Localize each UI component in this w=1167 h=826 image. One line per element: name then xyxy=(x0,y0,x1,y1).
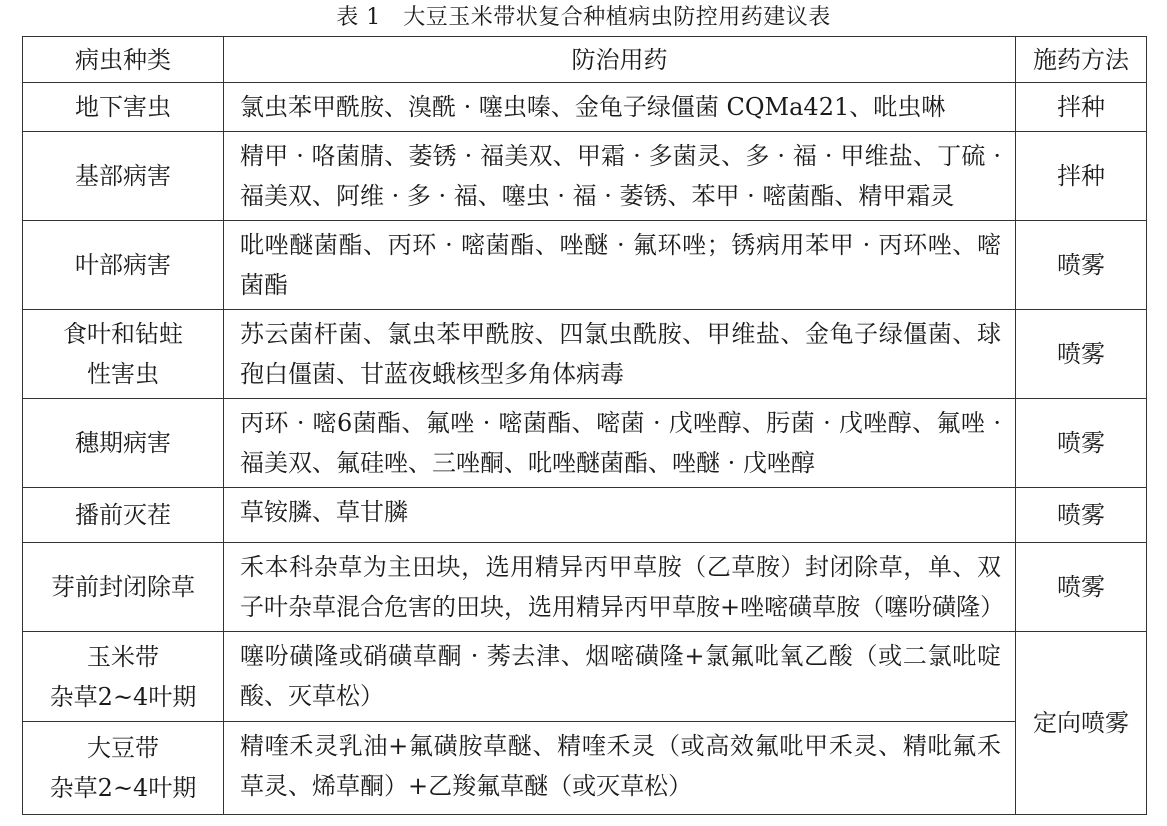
row-method-merged: 定向喷雾 xyxy=(1016,632,1147,815)
row-category: 叶部病害 xyxy=(23,221,224,310)
row-pesticides: 噻吩磺隆或硝磺草酮 · 莠去津、烟嘧磺隆+氯氟吡氧乙酸（或二氯吡啶酸、灭草松） xyxy=(224,632,1016,722)
row-category: 地下害虫 xyxy=(23,83,224,132)
table-row xyxy=(23,543,1147,632)
row-pesticides: 吡唑醚菌酯、丙环 · 嘧菌酯、唑醚 · 氟环唑；锈病用苯甲 · 丙环唑、嘧菌酯 xyxy=(224,221,1016,310)
row-category-line2: 杂草2~4叶期 xyxy=(49,682,197,711)
header-pesticides: 防治用药 xyxy=(224,37,1016,83)
row-category: 食叶和钻蛀性害虫 xyxy=(23,310,224,399)
header-method: 施药方法 xyxy=(1016,37,1147,83)
table-row xyxy=(23,399,1147,488)
table-row xyxy=(23,488,1147,543)
table-row xyxy=(23,221,1147,310)
table-row xyxy=(23,632,1147,722)
row-category: 芽前封闭除草 xyxy=(23,543,224,632)
row-pesticides: 禾本科杂草为主田块，选用精异丙甲草胺（乙草胺）封闭除草，单、双子叶杂草混合危害的田块，选用精异丙甲草胺+唑嘧磺草胺（噻吩磺隆） xyxy=(224,543,1016,632)
row-pesticides: 精喹禾灵乳油+氟磺胺草醚、精喹禾灵（或高效氟吡甲禾灵、精吡氟禾草灵、烯草酮）+乙羧氟草醚（或灭草松） xyxy=(224,722,1016,815)
table-header-row xyxy=(23,37,1147,83)
row-method: 拌种 xyxy=(1016,132,1147,221)
row-method: 喷雾 xyxy=(1016,543,1147,632)
row-pesticides: 丙环 · 嘧6菌酯、氟唑 · 嘧菌酯、嘧菌 · 戊唑醇、肟菌 · 戊唑醇、氟唑 · 福美双、氟硅唑、三唑酮、吡唑醚菌酯、唑醚 · 戊唑醇 xyxy=(224,399,1016,488)
header-category: 病虫种类 xyxy=(23,37,224,83)
row-category xyxy=(23,722,224,815)
row-method: 喷雾 xyxy=(1016,310,1147,399)
row-pesticides: 苏云菌杆菌、氯虫苯甲酰胺、四氯虫酰胺、甲维盐、金龟子绿僵菌、球孢白僵菌、甘蓝夜蛾核型多角体病毒 xyxy=(224,310,1016,399)
row-category: 播前灭茬 xyxy=(23,488,224,543)
row-category-line1: 大豆带 xyxy=(87,734,159,762)
row-category-line2: 杂草2~4叶期 xyxy=(49,774,197,802)
row-pesticides: 草铵膦、草甘膦 xyxy=(224,488,1016,543)
pesticide-table xyxy=(22,36,1147,815)
table-row xyxy=(23,722,1147,815)
table-row xyxy=(23,310,1147,399)
row-category xyxy=(23,632,224,722)
row-pesticides: 精甲 · 咯菌腈、萎锈 · 福美双、甲霜 · 多菌灵、多 · 福 · 甲维盐、丁硫 · 福美双、阿维 · 多 · 福、噻虫 · 福 · 萎锈、苯甲 · 嘧菌酯、精甲霜灵 xyxy=(224,132,1016,221)
row-method: 喷雾 xyxy=(1016,488,1147,543)
row-method: 喷雾 xyxy=(1016,399,1147,488)
table-row xyxy=(23,132,1147,221)
row-method: 拌种 xyxy=(1016,83,1147,132)
row-category-line1: 玉米带 xyxy=(87,642,159,671)
table-caption: 表 1 大豆玉米带状复合种植病虫防控用药建议表 xyxy=(336,5,831,30)
row-pesticides: 氯虫苯甲酰胺、溴酰 · 噻虫嗪、金龟子绿僵菌 CQMa421、吡虫啉 xyxy=(224,83,1016,132)
row-category: 穗期病害 xyxy=(23,399,224,488)
table-row xyxy=(23,83,1147,132)
row-method: 喷雾 xyxy=(1016,221,1147,310)
row-category: 基部病害 xyxy=(23,132,224,221)
